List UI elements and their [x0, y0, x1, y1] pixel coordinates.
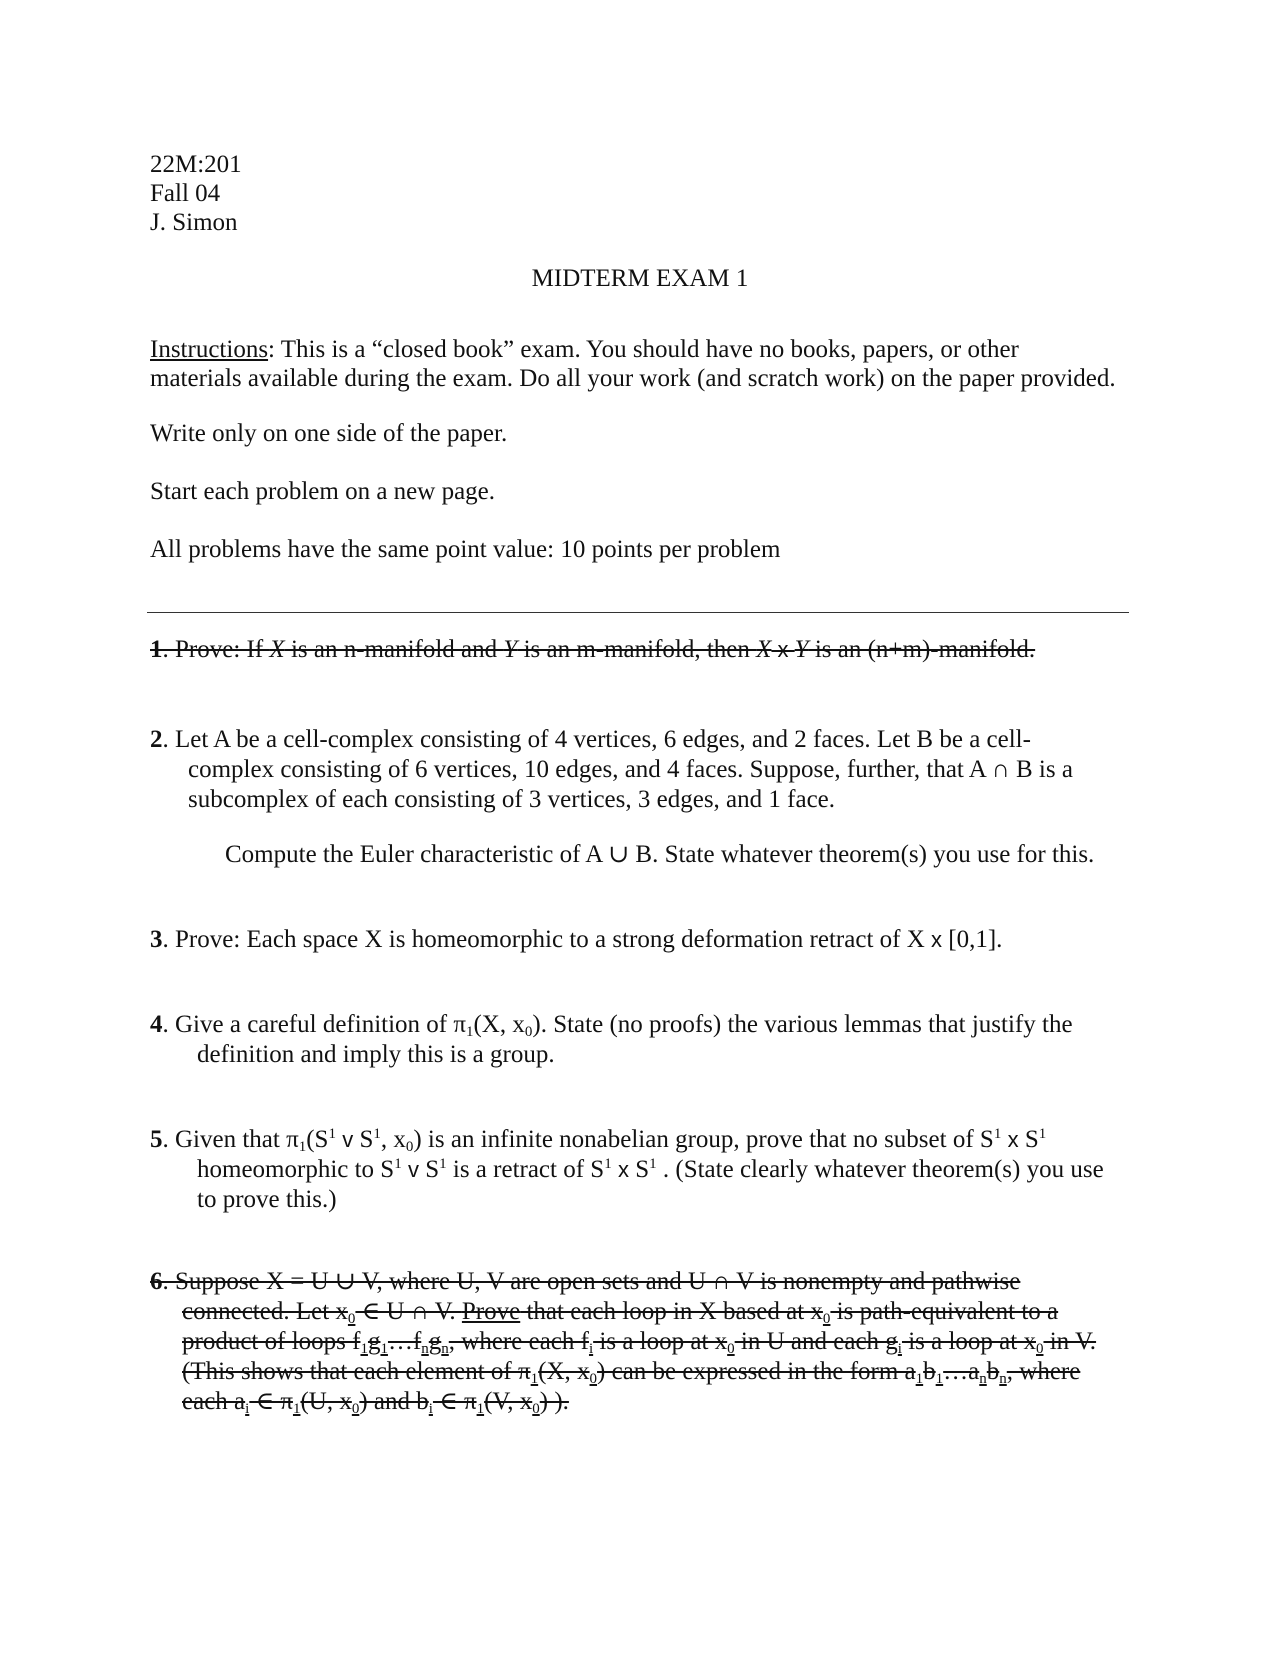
instructions-line-2: materials available during the exam. Do all your work (and scratch work) on the paper provided.: [150, 365, 1116, 392]
exam-title: MIDTERM EXAM 1: [531, 265, 749, 292]
problem-5: 5. Given that $\pi_1(S^1$ v $S^1$, $x_0$) is an infinite nonabelian group, prove that no subset of $S^1$ x $S^1$ homeomorphic to $S^1$ v $S^1$ is a retract of $S^1$ x $S^1$ . (State clearly whatever theorem(s) you use to prove this.): [150, 1126, 1104, 1213]
problem-number: 1: [150, 636, 163, 663]
instruction-one-side: Write only on one side of the paper.: [150, 420, 508, 447]
instructions-line-1: : This is a “closed book” exam. You should have no books, papers, or other: [268, 336, 1019, 363]
problem-number: 6: [150, 1268, 163, 1295]
term: Fall 04: [150, 180, 221, 207]
problem-3: 3. Prove: Each space X is homeomorphic to a strong deformation retract of X x [0,1].: [150, 926, 1003, 953]
problem-4: 4. Give a careful definition of $\pi_1(X$, $x_0$). State (no proofs) the various lemmas that justify the definition and imply this is a group.: [150, 1011, 1073, 1068]
problem-number: 3: [150, 926, 163, 953]
problem-number: 2: [150, 726, 163, 753]
problem-1: 1. Prove: If X is an n-manifold and Y is an m-manifold, then X x Y is an (n+m)-manifold.: [150, 636, 1036, 663]
course-number: 22M:201: [150, 151, 242, 178]
problem-number: 4: [150, 1011, 163, 1038]
instructions-paragraph: [150, 335, 1116, 393]
horizontal-divider: [147, 612, 1129, 613]
instructor: J. Simon: [150, 209, 238, 236]
problem-2-task: Compute the Euler characteristic of A ∪ B. State whatever theorem(s) you use for this.: [225, 841, 1095, 868]
problem-2: 2. Let A be a cell-complex consisting of 4 vertices, 6 edges, and 2 faces. Let B be a cell- complex consisting of 6 vertices, 10 edges, and 4 faces. Suppose, further, that A ∩ B is a subcomplex of each consisting of 3 vertices, 3 edges, and 1 face.: [150, 726, 1073, 813]
problem-6: 6. Suppose X = U ∪ V, where U, V are open sets and U ∩ V is nonempty and pathwise connected. Let $x_0$ ∈ U ∩ V. Prove that each loop in X based at $x_0$ is path-equivalent to a product of loops $f_1g_1\dots f_ng_n$, where each $f_i$ is a loop at $x_0$ in U and each $g_i$ is a loop at $x_0$ in V. (This shows that each element of $\pi_1(X$, $x_0$) can be expressed in the form $a_1b_1\dots a_nb_n$, where each $a_i$ ∈ $\pi_1(U$, $x_0$) and $b_i$ ∈ $\pi_1(V$, $x_0$) ).: [150, 1268, 1097, 1417]
instruction-point-value: All problems have the same point value: 10 points per problem: [150, 536, 781, 563]
problem-number: 5: [150, 1126, 163, 1153]
header-block: [150, 150, 242, 237]
instructions-label: Instructions: [150, 336, 269, 363]
instruction-new-page: Start each problem on a new page.: [150, 478, 496, 505]
